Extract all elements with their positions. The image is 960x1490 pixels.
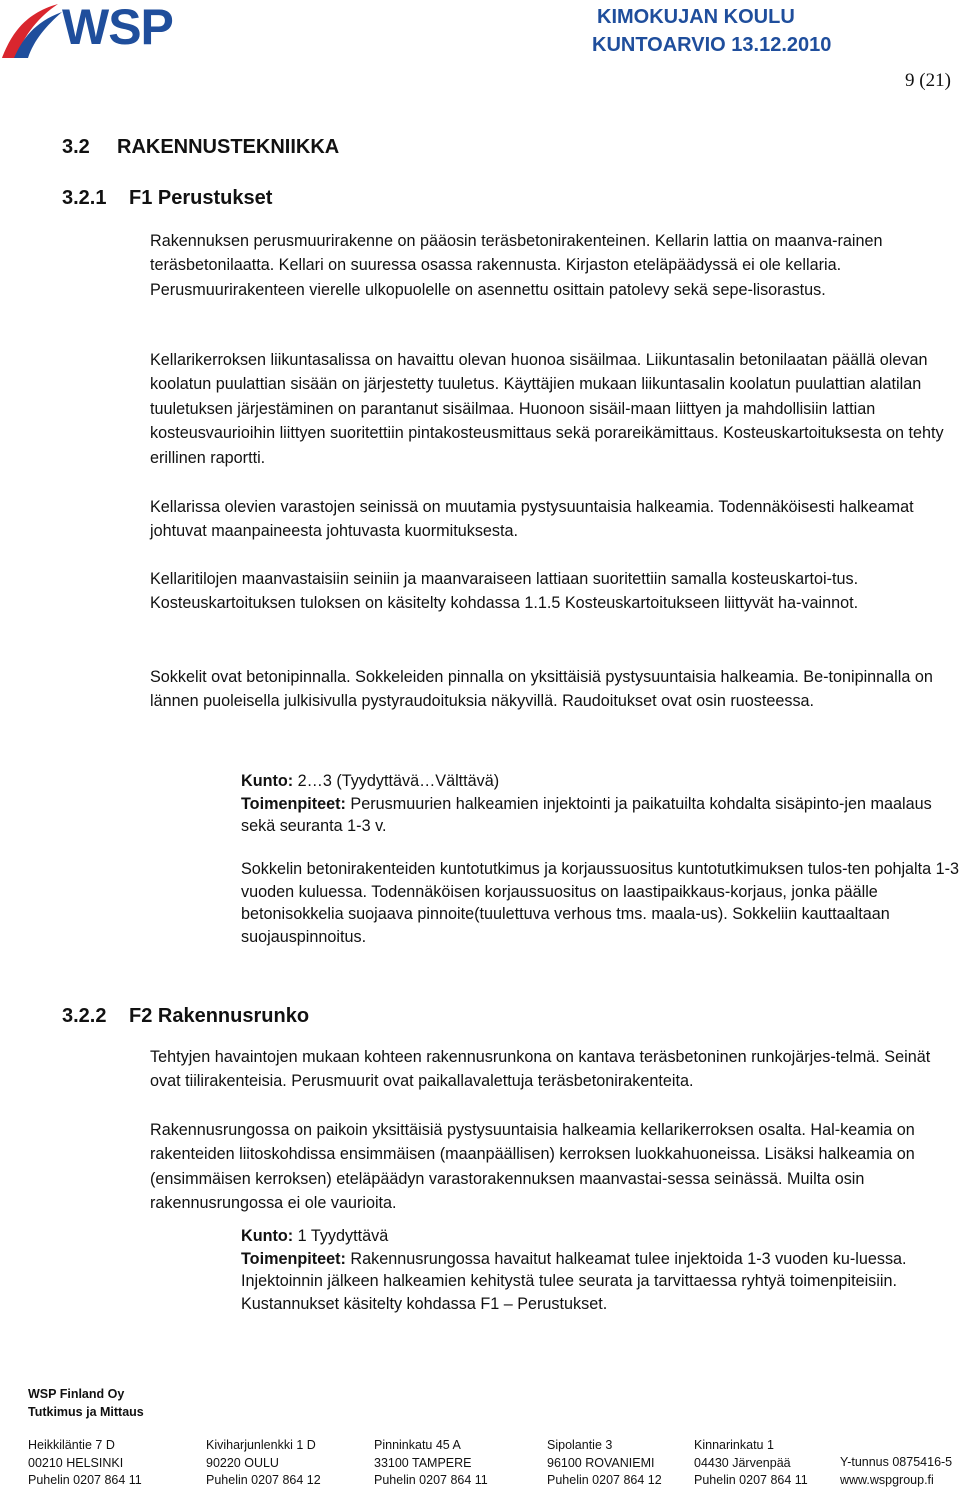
business-id: Y-tunnus 0875416-5 [840,1455,953,1469]
footer-office [547,1437,662,1490]
paragraph: Sokkelit ovat betonipinnalla. Sokkeleiden pinnalla on yksittäisiä pystysuuntaisia halkeamia. Be-tonipinnalla on lännen puoleisella julkisivulla pystyraudoituksia näkyvillä. Raudoitukset ovat osin ruosteessa. [150,668,933,711]
paragraph: Rakennusrungossa on paikoin yksittäisiä pystysuuntaisia halkeamia kellarikerroksen osalta. Hal-keamia on rakenteiden liitoskohdissa ensimmäisen (maanpäällisen) kerroksen luokkahuoneissa. Lisäksi halkeamia on (ensimmäisen kerroksen) eteläpäädyn varastorakennuksen maanvastai-sessa seinässä. Muilta osin rakennusrungossa ei ole vaurioita. [150,1121,915,1213]
office-city: 33100 TAMPERE [374,1455,472,1470]
toimenpiteet-label: Toimenpiteet: [241,1249,346,1268]
office-city: 96100 ROVANIEMI [547,1455,655,1470]
footer-office [28,1437,142,1490]
office-street: Heikkiläntie 7 D [28,1438,115,1452]
subsection-title: F2 Rakennusrunko [129,1005,310,1027]
office-phone: Puhelin 0207 864 12 [206,1473,321,1487]
office-street: Kinnarinkatu 1 [694,1438,774,1452]
office-city: 90220 OULU [206,1455,279,1470]
office-phone: Puhelin 0207 864 11 [694,1473,808,1487]
document-subtitle: KUNTOARVIO 13.12.2010 [592,34,832,56]
kunto-value: 2…3 (Tyydyttävä…Välttävä) [297,772,500,790]
wsp-logo-text: WSP [62,0,173,55]
office-street: Kiviharjunlenkki 1 D [206,1438,316,1452]
kunto-label: Kunto: [241,772,294,790]
section-heading [62,136,339,159]
footer-company: WSP Finland Oy [28,1387,125,1401]
paragraph: Kellaritilojen maanvastaisiin seiniin ja maanvaraiseen lattiaan suoritettiin samalla kosteuskartoi-tus. Kosteuskartoituksen tuloksen on käsitelty kohdassa 1.1.5 Kosteuskartoitukseen liittyvät ha-vainnot. [150,570,859,613]
toimenpiteet-value: Perusmuurien halkeamien injektointi ja paikatuilta kohdalta sisäpinto-jen maalaus sekä seuranta 1-3 v. [241,794,932,835]
section-number: 3.2 [62,136,90,158]
footer-office [694,1437,808,1490]
wsp-logo [0,0,190,62]
toimenpiteet-value: Rakennusrungossa havaitut halkeamat tulee injektoida 1-3 vuoden ku-luessa. Injektoinnin jälkeen halkeamien kehitystä tulee seurata ja tarvittaessa ryhtyä toimenpiteisiin. Kustannukset käsitelty kohdassa F1 – Perustukset. [241,1249,907,1313]
wsp-swoosh-icon [0,0,70,62]
office-city: 04430 Järvenpää [694,1455,791,1470]
office-street: Pinninkatu 45 A [374,1438,461,1452]
subsection-heading-f1 [62,187,272,210]
paragraph: Rakennuksen perusmuurirakenne on pääosin teräsbetonirakenteinen. Kellarin lattia on maanva-rainen teräsbetonilaatta. Kellari on suuressa osassa rakennusta. Kirjaston eteläpäädyssä ei ole kellaria. Perusmuurirakenteen vierelle ulkopuolelle on asennettu osittain patolevy sekä sepe-lisorastus. [150,232,883,299]
office-street: Sipolantie 3 [547,1438,613,1452]
paragraph: Kellarikerroksen liikuntasalissa on havaittu olevan huonoa sisäilmaa. Liikuntasalin betonilaatan päällä olevan koolatun puulattian sisään on järjestetty tuuletus. Käyttäjien mukaan liikuntasalin koolatun puulattian alatilan tuuletuksen järjestäminen on parantanut sisäilmaa. Huonoon sisäil-maan liittyen ja mahdollisiin lattian kosteusvaurioihin liittyen suoritettiin pintakosteusmittaus sekä porareikämittaus. Kosteuskartoituksesta on tehty erillinen raportti. [150,351,944,467]
office-phone: Puhelin 0207 864 11 [28,1473,142,1487]
subsection-number: 3.2.1 [62,187,107,209]
paragraph: Kellarissa olevien varastojen seinissä on muutamia pystysuuntaisia halkeamia. Todennäköisesti halkeamat johtuvat maanpaineesta johtuvasta kuormituksesta. [150,498,914,541]
condition-block [241,770,960,838]
website-link: www.wspgroup.fi [840,1472,934,1487]
footer-division: Tutkimus ja Mittaus [28,1405,144,1419]
subsection-number: 3.2.2 [62,1005,107,1027]
subsection-heading-f2 [62,1005,309,1028]
office-phone: Puhelin 0207 864 11 [374,1473,488,1487]
condition-block [241,1225,960,1315]
paragraph: Sokkelin betonirakenteiden kuntotutkimus ja korjaussuositus kuntotutkimuksen tulos-ten pohjalta 1-3 vuoden kuluessa. Todennäköisen korjaussuositus on laastipaikkaus-korjaus, jonka päälle betonisokkelia suojaava pinnoite(tuulettuva verhous tms. maala-us). Sokkeliin kauttaaltaan suojauspinnoitus. [241,860,960,946]
paragraph: Tehtyjen havaintojen mukaan kohteen rakennusrunkona on kantava teräsbetoninen runkojärjes-telmä. Seinät ovat tiilirakenteisia. Perusmuurit ovat paikallavalettuja teräsbetonirakenteita. [150,1048,931,1091]
section-title: RAKENNUSTEKNIIKKA [117,136,340,158]
footer-office [374,1437,488,1490]
footer-office [206,1437,321,1490]
kunto-value: 1 Tyydyttävä [297,1227,389,1245]
office-phone: Puhelin 0207 864 12 [547,1473,662,1487]
footer-legal [840,1454,952,1489]
subsection-title: F1 Perustukset [129,187,273,209]
page-number: 9 (21) [905,70,951,91]
kunto-label: Kunto: [241,1227,294,1245]
office-city: 00210 HELSINKI [28,1455,124,1470]
toimenpiteet-label: Toimenpiteet: [241,794,346,813]
document-title: KIMOKUJAN KOULU [597,6,795,28]
